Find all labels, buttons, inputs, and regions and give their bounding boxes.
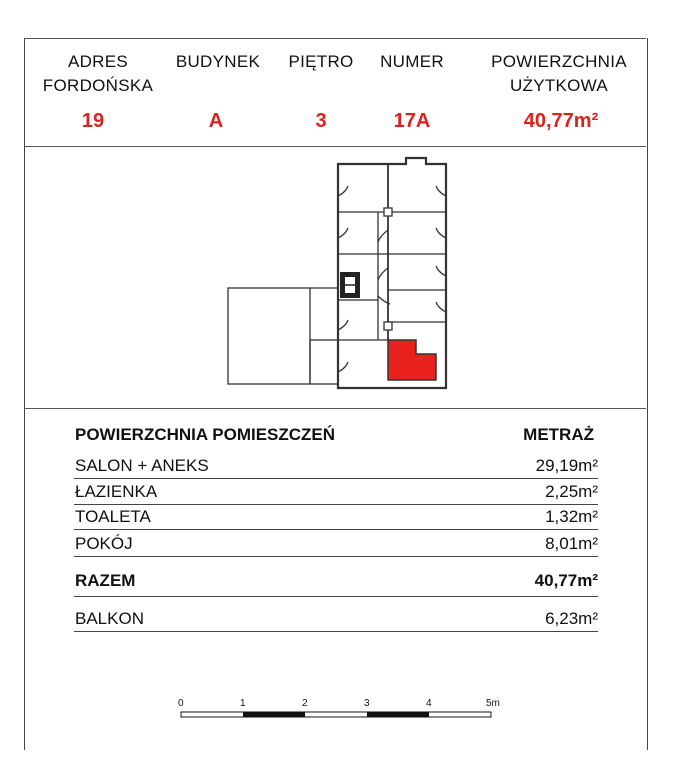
scale-tick-label: 0 bbox=[178, 698, 184, 709]
address-label-line1: ADRES bbox=[67, 52, 129, 71]
address-value: 19 bbox=[81, 110, 105, 132]
room-name: ŁAZIENKA bbox=[75, 482, 158, 501]
building-value: A bbox=[208, 110, 224, 132]
scale-tick-label: 3 bbox=[364, 698, 370, 709]
address-label-line2: FORDOŃSKA bbox=[42, 76, 154, 95]
total-value: 40,77m² bbox=[534, 571, 598, 590]
area-value: 40,77m² bbox=[523, 110, 599, 132]
room-area: 8,01m² bbox=[545, 534, 598, 553]
scale-tick-label: 5m bbox=[486, 698, 500, 709]
number-label: NUMER bbox=[380, 52, 444, 71]
scale-tick-label: 2 bbox=[302, 698, 308, 709]
area-label-line1: POWIERZCHNIA bbox=[491, 52, 627, 71]
balcony-label: BALKON bbox=[75, 609, 144, 628]
room-area: 2,25m² bbox=[545, 482, 598, 501]
total-label: RAZEM bbox=[75, 571, 136, 590]
area-label-line2: UŻYTKOWA bbox=[509, 76, 609, 95]
scale-tick-label: 1 bbox=[240, 698, 246, 709]
room-area: 29,19m² bbox=[535, 456, 598, 475]
number-value: 17A bbox=[393, 110, 431, 132]
floor-label: PIĘTRO bbox=[288, 52, 354, 71]
room-name: TOALETA bbox=[75, 507, 151, 526]
room-name: POKÓJ bbox=[75, 534, 133, 553]
room-name: SALON + ANEKS bbox=[75, 456, 209, 475]
balcony-value: 6,23m² bbox=[545, 609, 598, 628]
table-header-rooms: POWIERZCHNIA POMIESZCZEŃ bbox=[75, 425, 336, 444]
scale-tick-label: 4 bbox=[426, 698, 432, 709]
building-label: BUDYNEK bbox=[175, 52, 261, 71]
floor-value: 3 bbox=[315, 110, 327, 132]
room-area: 1,32m² bbox=[545, 507, 598, 526]
table-header-area: METRAŻ bbox=[523, 425, 594, 444]
